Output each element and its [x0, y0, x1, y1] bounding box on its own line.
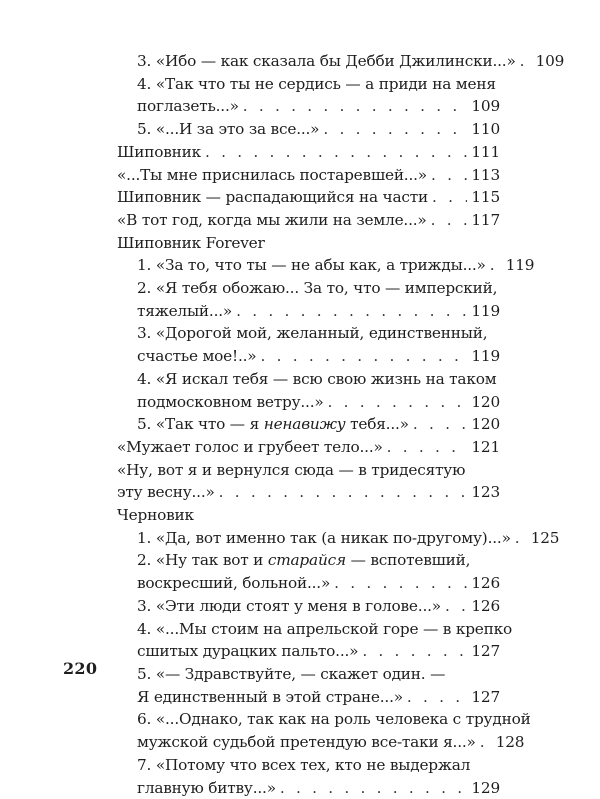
toc-entry-title-continued: подмосковном ветру...» [137, 391, 324, 414]
dot-leader [334, 572, 467, 595]
toc-entry-title-continued: тяжелый...» [137, 300, 232, 323]
toc-page-number: 117 [471, 209, 500, 232]
toc-entry [117, 254, 500, 277]
toc-entry-title: 2. «Ну так вот и старайся — вспотевший, [137, 549, 470, 572]
toc-page-number: 120 [471, 391, 500, 414]
toc-entry-title-continued: эту весну...» [117, 481, 215, 504]
toc-page-number: 126 [471, 572, 500, 595]
toc-page-number: 128 [496, 731, 525, 754]
toc-entry-title: «Ну, вот я и вернулся сюда — в тридесятую [117, 459, 465, 482]
dot-leader [432, 186, 467, 209]
toc-page-number: 120 [471, 413, 500, 436]
toc-entry-title: 7. «Потому что всех тех, кто не выдержал [137, 754, 470, 777]
toc-entry-title: 3. «Дорогой мой, желанный, единственный, [137, 322, 487, 345]
toc-entry-title: 5. «— Здравствуйте, — скажет один. — [137, 663, 445, 686]
toc-entry-title: 4. «...Мы стоим на апрельской горе — в крепко [137, 618, 512, 641]
dot-leader [243, 95, 468, 118]
dot-leader [362, 640, 467, 663]
dot-leader [413, 413, 468, 436]
toc-page-number: 110 [471, 118, 500, 141]
toc-entry [117, 368, 500, 413]
toc-entry [117, 186, 500, 209]
toc-entry-title-continued: главную битву...» [137, 777, 276, 799]
toc-page-number: 123 [471, 481, 500, 504]
toc-entry-title: 6. «...Однако, так как на роль человека с трудной [137, 708, 531, 731]
section-title: Черновик [117, 504, 194, 527]
toc-entry-title: 4. «Так что ты не сердись — а приди на меня [137, 73, 496, 96]
toc-section-heading [117, 232, 500, 255]
toc-entry-title: Шиповник [117, 141, 201, 164]
toc-entry [117, 459, 500, 504]
toc-page-number: 121 [471, 436, 500, 459]
toc-page-number: 119 [506, 254, 535, 277]
toc-section-heading [117, 504, 500, 527]
toc-page-number: 113 [471, 164, 500, 187]
toc-entry-title: 2. «Я тебя обожаю... За то, что — имперский, [137, 277, 497, 300]
toc-entry-title-continued: сшитых дурацких пальто...» [137, 640, 358, 663]
toc-entry [117, 209, 500, 232]
dot-leader [328, 391, 468, 414]
toc-entry [117, 549, 500, 594]
italic-word: ненавижу [264, 415, 346, 433]
toc-page-number: 109 [536, 50, 565, 73]
toc-entry [117, 50, 500, 73]
toc-entry [117, 164, 500, 187]
dot-leader [407, 686, 467, 709]
dot-leader [323, 118, 467, 141]
toc-page-number: 127 [471, 686, 500, 709]
table-of-contents [117, 50, 500, 799]
dot-leader [431, 209, 468, 232]
toc-entry [117, 141, 500, 164]
dot-leader [260, 345, 467, 368]
toc-entry [117, 618, 500, 663]
toc-page-number: 129 [471, 777, 500, 799]
toc-page-number: 125 [531, 527, 560, 550]
toc-entry [117, 118, 500, 141]
dot-leader [387, 436, 468, 459]
dot-leader [445, 595, 467, 618]
toc-entry-title: 5. «...И за это за все...» [137, 118, 319, 141]
dot-leader [490, 254, 502, 277]
toc-entry-title: «Мужает голос и грубеет тело...» [117, 436, 383, 459]
dot-leader [480, 731, 492, 754]
toc-entry-title: 4. «Я искал тебя — всю свою жизнь на таком [137, 368, 496, 391]
toc-page-number: 126 [471, 595, 500, 618]
toc-page-number: 119 [471, 345, 500, 368]
toc-entry [117, 413, 500, 436]
toc-entry [117, 436, 500, 459]
toc-entry [117, 754, 500, 799]
toc-page-number: 109 [471, 95, 500, 118]
toc-entry-title: 1. «За то, что ты — не абы как, а трижды...» [137, 254, 486, 277]
toc-entry [117, 595, 500, 618]
toc-entry [117, 663, 500, 708]
toc-entry-title: «...Ты мне приснилась постаревшей...» [117, 164, 427, 187]
toc-page-number: 119 [471, 300, 500, 323]
toc-page-number: 115 [471, 186, 500, 209]
toc-entry-title-continued: Я единственный в этой стране...» [137, 686, 403, 709]
toc-entry-title-continued: мужской судьбой претендую все-таки я...» [137, 731, 476, 754]
toc-entry-title: «В тот год, когда мы жили на земле...» [117, 209, 427, 232]
toc-entry-title-continued: счастье мое!..» [137, 345, 256, 368]
toc-entry-title: 3. «Ибо — как сказала бы Дебби Джилински...» [137, 50, 516, 73]
toc-entry [117, 277, 500, 322]
toc-entry-title-continued: воскресший, больной...» [137, 572, 330, 595]
section-title: Шиповник Forever [117, 232, 265, 255]
toc-entry [117, 708, 500, 753]
dot-leader [205, 141, 467, 164]
toc-page-number: 127 [471, 640, 500, 663]
toc-entry [117, 527, 500, 550]
dot-leader [431, 164, 467, 187]
toc-page-number: 111 [471, 141, 500, 164]
toc-entry-title: 1. «Да, вот именно так (а никак по-другому)...» [137, 527, 511, 550]
dot-leader [520, 50, 532, 73]
page-number: 220 [63, 659, 97, 678]
italic-word: старайся [268, 551, 346, 569]
dot-leader [280, 777, 468, 799]
toc-entry-title-continued: поглазеть...» [137, 95, 239, 118]
dot-leader [236, 300, 467, 323]
toc-entry-title: Шиповник — распадающийся на части [117, 186, 428, 209]
toc-entry [117, 322, 500, 367]
dot-leader [515, 527, 527, 550]
dot-leader [219, 481, 468, 504]
toc-entry [117, 73, 500, 118]
toc-entry-title: 5. «Так что — я ненавижу тебя...» [137, 413, 409, 436]
toc-entry-title: 3. «Эти люди стоят у меня в голове...» [137, 595, 441, 618]
